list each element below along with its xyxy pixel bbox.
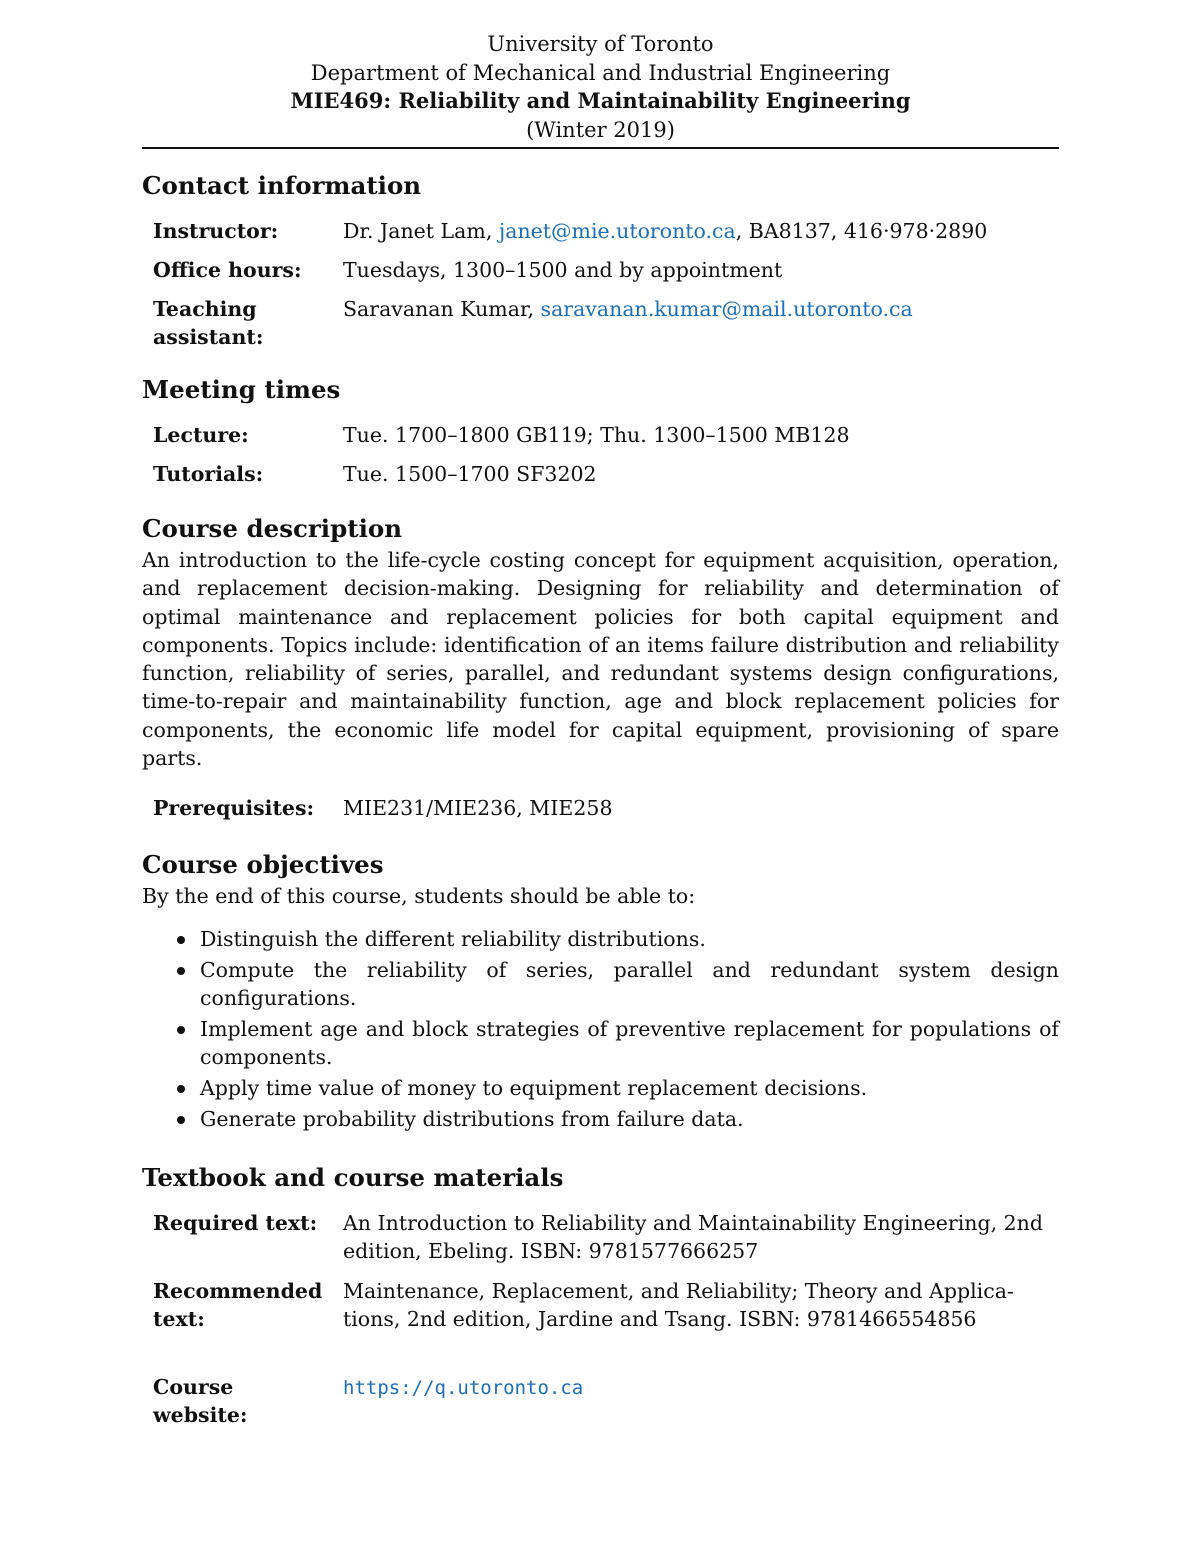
course-website-label: Course website: [153, 1374, 248, 1427]
department-name: Department of Mechanical and Industrial Engineering [310, 60, 891, 85]
contact-heading: Contact information [142, 171, 422, 200]
lecture-label: Lecture: [153, 423, 249, 447]
course-website-value [343, 1373, 1059, 1402]
course-term: (Winter 2019) [526, 117, 675, 142]
university-name: University of Toronto [487, 32, 714, 56]
tutorials-row [142, 460, 1059, 488]
prerequisites-row [142, 794, 1059, 822]
recommended-text-value: Maintenance, Replacement, and Reliability; Theory and Applica- tions, 2nd edition, Jardine and Tsang. ISBN: 9781466554856 [343, 1278, 1014, 1331]
materials-heading: Textbook and course materials [142, 1162, 564, 1192]
bullet-icon [177, 1026, 185, 1034]
meeting-heading: Meeting times [142, 375, 341, 404]
tutorials-value: Tue. 1500–1700 SF3202 [343, 462, 597, 486]
document-header [142, 30, 1059, 144]
objectives-intro: By the end of this course, students should be able to: [142, 884, 696, 909]
bullet-icon [177, 1085, 185, 1093]
ta-value [343, 295, 1059, 323]
instructor-details: , BA8137, 416·978·2890 [735, 219, 988, 243]
ta-row [142, 295, 1059, 351]
lecture-row [142, 421, 1059, 449]
ta-label: Teaching assistant: [153, 297, 264, 349]
instructor-name: Dr. Janet Lam, [343, 219, 499, 243]
ta-email-link[interactable]: saravanan.kumar@mail.utoronto.ca [540, 297, 913, 321]
bullet-icon [177, 1116, 185, 1124]
lecture-value: Tue. 1700–1800 GB119; Thu. 1300–1500 MB128 [343, 423, 850, 447]
office-hours-value: Tuesdays, 1300–1500 and by appointment [343, 258, 783, 282]
list-item: Apply time value of money to equipment replacement decisions. [142, 1074, 1059, 1102]
objectives-list [142, 925, 1059, 1133]
recommended-text-label: Recommended text: [153, 1278, 323, 1331]
list-item: Compute the reliability of series, parallel and redundant system design configurations. [142, 956, 1059, 1012]
instructor-email-link[interactable]: janet@mie.utoronto.ca [498, 219, 736, 243]
bullet-icon [177, 936, 185, 944]
course-website-link[interactable]: https://q.utoronto.ca [343, 1376, 584, 1399]
course-website-row [142, 1373, 1059, 1430]
office-hours-row [142, 256, 1059, 284]
required-text-row [142, 1209, 1059, 1265]
recommended-text-row [142, 1277, 1059, 1333]
office-hours-label: Office hours: [153, 258, 302, 282]
list-item: Implement age and block strategies of preventive replacement for populations of components. [142, 1015, 1059, 1071]
required-text-value: An Introduction to Reliability and Maintainability Engineering, 2nd edition, Ebeling. ISBN: 9781577666257 [343, 1210, 1043, 1263]
syllabus-page [142, 30, 1059, 1430]
instructor-row [142, 217, 1059, 245]
prerequisites-value: MIE231/MIE236, MIE258 [343, 796, 613, 821]
instructor-value [343, 217, 1059, 245]
required-text-label: Required text: [153, 1210, 318, 1235]
bullet-icon [177, 967, 185, 975]
objectives-heading: Course objectives [142, 850, 384, 880]
list-item: Generate probability distributions from failure data. [142, 1105, 1059, 1133]
list-item: Distinguish the different reliability distributions. [142, 925, 1059, 953]
description-heading: Course description [142, 514, 403, 543]
header-rule [142, 147, 1059, 149]
instructor-label: Instructor: [153, 219, 279, 243]
ta-name: Saravanan Kumar, [343, 297, 541, 321]
description-text: An introduction to the life-cycle costing concept for equipment acquisition, operation, and replacement decision-making. Designing for reliability and determination of optimal maintenance and replacement policies for both capital equipment and components. Topics include: identification of an items failure distribution and reliability function, reliability of series, parallel, and redundant systems design configurations, time-to-repair and maintainability function, age and block replacement policies for components, the economic life model for capital equipment, provisioning of spare parts. [142, 548, 1059, 771]
tutorials-label: Tutorials: [153, 462, 264, 486]
prerequisites-label: Prerequisites: [153, 796, 315, 821]
course-title: MIE469: Reliability and Maintainability Engineering [290, 88, 911, 113]
